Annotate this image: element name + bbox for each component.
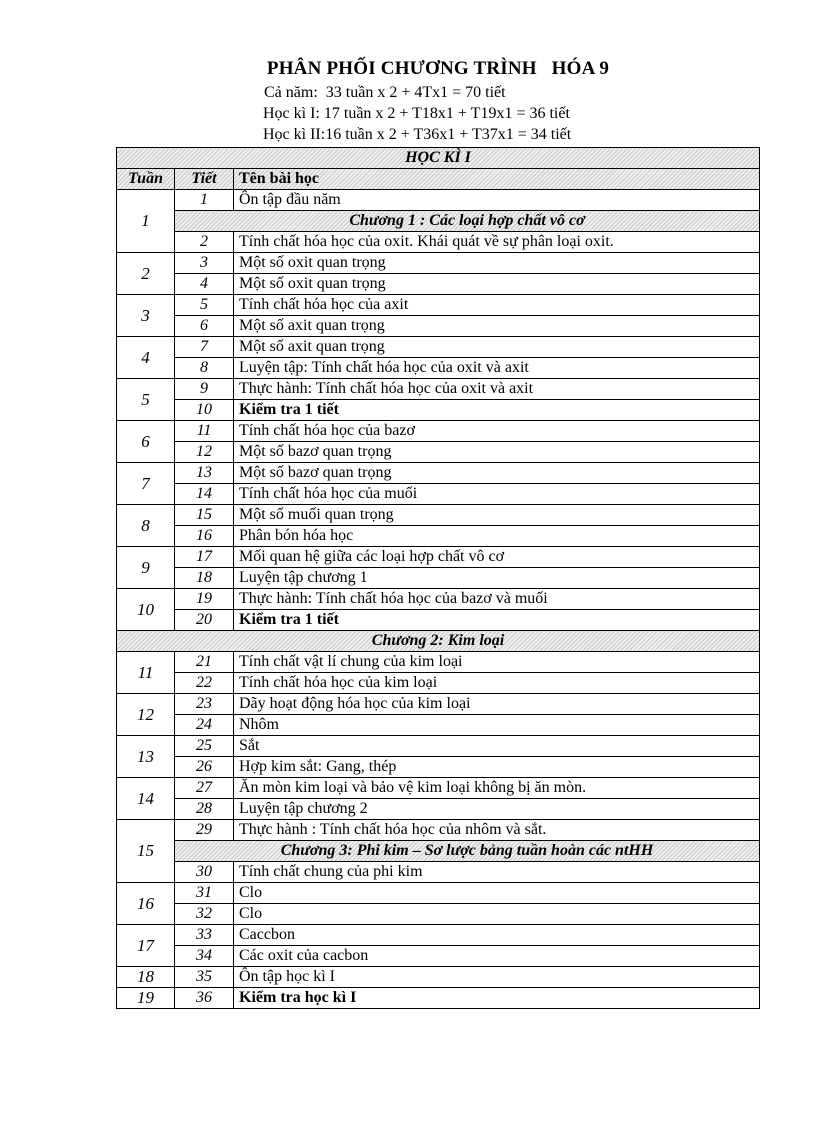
table-row	[117, 946, 760, 967]
table-row	[117, 967, 760, 988]
table-row	[117, 547, 760, 568]
lesson-cell: Luyện tập chương 2	[234, 799, 760, 820]
table-row	[117, 862, 760, 883]
table-row	[117, 463, 760, 484]
lesson-cell: Tính chất hóa học của bazơ	[234, 421, 760, 442]
subtitle-semester-1: Học kì I: 17 tuần x 2 + T18x1 + T19x1 = 36 tiết	[263, 105, 570, 122]
lesson-cell: Luyện tập chương 1	[234, 568, 760, 589]
lesson-cell: Các oxit của cacbon	[234, 946, 760, 967]
week-cell: 3	[117, 295, 175, 337]
table-row	[117, 379, 760, 400]
week-cell: 6	[117, 421, 175, 463]
table-row	[117, 715, 760, 736]
lesson-cell: Kiểm tra 1 tiết	[234, 610, 760, 631]
table-row	[117, 358, 760, 379]
table-row	[117, 799, 760, 820]
column-header-lesson: Tên bài học	[234, 169, 760, 190]
week-cell: 5	[117, 379, 175, 421]
lesson-cell: Caccbon	[234, 925, 760, 946]
week-cell: 15	[117, 820, 175, 883]
period-cell: 5	[175, 295, 234, 316]
lesson-cell: Tính chất hóa học của oxit. Khái quát về sự phân loại oxit.	[234, 232, 760, 253]
chapter-heading-row	[117, 841, 760, 862]
column-header-period: Tiết	[175, 169, 234, 190]
table-row	[117, 988, 760, 1009]
period-cell: 30	[175, 862, 234, 883]
period-cell: 17	[175, 547, 234, 568]
lesson-cell: Hợp kim sắt: Gang, thép	[234, 757, 760, 778]
week-cell: 14	[117, 778, 175, 820]
period-cell: 12	[175, 442, 234, 463]
table-row	[117, 904, 760, 925]
lesson-cell: Ăn mòn kim loại và bảo vệ kim loại không bị ăn mòn.	[234, 778, 760, 799]
period-cell: 1	[175, 190, 234, 211]
lesson-cell: Kiểm tra học kì I	[234, 988, 760, 1009]
table-row	[117, 253, 760, 274]
period-cell: 8	[175, 358, 234, 379]
lesson-cell: Thực hành: Tính chất hóa học của bazơ và muối	[234, 589, 760, 610]
lesson-cell: Một số oxit quan trọng	[234, 274, 760, 295]
lesson-cell: Sắt	[234, 736, 760, 757]
chapter-heading-row	[117, 631, 760, 652]
table-header-row	[117, 169, 760, 190]
week-cell: 16	[117, 883, 175, 925]
week-cell: 10	[117, 589, 175, 631]
lesson-cell: Kiểm tra 1 tiết	[234, 400, 760, 421]
period-cell: 34	[175, 946, 234, 967]
table-row	[117, 337, 760, 358]
week-cell: 13	[117, 736, 175, 778]
lesson-cell: Luyện tập: Tính chất hóa học của oxit và axit	[234, 358, 760, 379]
table-row	[117, 505, 760, 526]
lesson-cell: Thực hành : Tính chất hóa học của nhôm và sắt.	[234, 820, 760, 841]
lesson-cell: Dãy hoạt động hóa học của kim loại	[234, 694, 760, 715]
chapter-heading: Chương 2: Kim loại	[117, 631, 760, 652]
table-row	[117, 736, 760, 757]
lesson-cell: Tính chất hóa học của kim loại	[234, 673, 760, 694]
table-row	[117, 484, 760, 505]
subtitle-full-year: Cả năm: 33 tuần x 2 + 4Tx1 = 70 tiết	[264, 84, 506, 101]
week-cell: 1	[117, 190, 175, 253]
lesson-cell: Mối quan hệ giữa các loại hợp chất vô cơ	[234, 547, 760, 568]
period-cell: 21	[175, 652, 234, 673]
period-cell: 15	[175, 505, 234, 526]
period-cell: 16	[175, 526, 234, 547]
chapter-heading-row	[117, 211, 760, 232]
table-row	[117, 316, 760, 337]
period-cell: 22	[175, 673, 234, 694]
period-cell: 3	[175, 253, 234, 274]
period-cell: 33	[175, 925, 234, 946]
table-row	[117, 694, 760, 715]
week-cell: 18	[117, 967, 175, 988]
period-cell: 14	[175, 484, 234, 505]
table-row	[117, 568, 760, 589]
table-row	[117, 757, 760, 778]
period-cell: 25	[175, 736, 234, 757]
table-row	[117, 589, 760, 610]
semester-heading-row	[117, 148, 760, 169]
period-cell: 31	[175, 883, 234, 904]
lesson-cell: Nhôm	[234, 715, 760, 736]
subtitle-semester-2: Học kì II:16 tuần x 2 + T36x1 + T37x1 = 34 tiết	[263, 126, 572, 143]
period-cell: 32	[175, 904, 234, 925]
period-cell: 19	[175, 589, 234, 610]
table-row	[117, 925, 760, 946]
table-row	[117, 274, 760, 295]
table-row	[117, 421, 760, 442]
week-cell: 8	[117, 505, 175, 547]
lesson-cell: Tính chất hóa học của axit	[234, 295, 760, 316]
period-cell: 7	[175, 337, 234, 358]
week-cell: 11	[117, 652, 175, 694]
lesson-cell: Một số axit quan trọng	[234, 337, 760, 358]
week-cell: 4	[117, 337, 175, 379]
table-row	[117, 442, 760, 463]
week-cell: 9	[117, 547, 175, 589]
period-cell: 20	[175, 610, 234, 631]
table-row	[117, 883, 760, 904]
period-cell: 11	[175, 421, 234, 442]
table-row	[117, 673, 760, 694]
period-cell: 24	[175, 715, 234, 736]
lesson-cell: Một số oxit quan trọng	[234, 253, 760, 274]
table-row	[117, 190, 760, 211]
period-cell: 6	[175, 316, 234, 337]
week-cell: 2	[117, 253, 175, 295]
lesson-cell: Tính chất chung của phi kim	[234, 862, 760, 883]
lesson-cell: Tính chất hóa học của muối	[234, 484, 760, 505]
period-cell: 29	[175, 820, 234, 841]
period-cell: 10	[175, 400, 234, 421]
week-cell: 7	[117, 463, 175, 505]
lesson-cell: Một số axit quan trọng	[234, 316, 760, 337]
week-cell: 17	[117, 925, 175, 967]
lesson-cell: Một số muối quan trọng	[234, 505, 760, 526]
period-cell: 13	[175, 463, 234, 484]
period-cell: 23	[175, 694, 234, 715]
chapter-heading: Chương 1 : Các loại hợp chất vô cơ	[175, 211, 760, 232]
lesson-cell: Ôn tập học kì I	[234, 967, 760, 988]
period-cell: 9	[175, 379, 234, 400]
document-title: PHÂN PHỐI CHƯƠNG TRÌNH HÓA 9	[266, 58, 610, 79]
lesson-cell: Clo	[234, 883, 760, 904]
table-row	[117, 652, 760, 673]
week-cell: 12	[117, 694, 175, 736]
period-cell: 4	[175, 274, 234, 295]
period-cell: 2	[175, 232, 234, 253]
table-row	[117, 778, 760, 799]
lesson-cell: Phân bón hóa học	[234, 526, 760, 547]
table-row	[117, 232, 760, 253]
chapter-heading: Chương 3: Phi kim – Sơ lược bảng tuần hoàn các ntHH	[175, 841, 760, 862]
column-header-week: Tuần	[117, 169, 175, 190]
table-row	[117, 400, 760, 421]
lesson-cell: Thực hành: Tính chất hóa học của oxit và axit	[234, 379, 760, 400]
lesson-cell: Ôn tập đầu năm	[234, 190, 760, 211]
period-cell: 18	[175, 568, 234, 589]
period-cell: 35	[175, 967, 234, 988]
period-cell: 28	[175, 799, 234, 820]
table-row	[117, 610, 760, 631]
curriculum-table	[116, 147, 760, 1009]
period-cell: 27	[175, 778, 234, 799]
period-cell: 26	[175, 757, 234, 778]
lesson-cell: Clo	[234, 904, 760, 925]
table-row	[117, 820, 760, 841]
semester-heading: HỌC KÌ I	[117, 148, 760, 169]
lesson-cell: Tính chất vật lí chung của kim loại	[234, 652, 760, 673]
period-cell: 36	[175, 988, 234, 1009]
week-cell: 19	[117, 988, 175, 1009]
table-row	[117, 526, 760, 547]
table-row	[117, 295, 760, 316]
lesson-cell: Một số bazơ quan trọng	[234, 463, 760, 484]
lesson-cell: Một số bazơ quan trọng	[234, 442, 760, 463]
